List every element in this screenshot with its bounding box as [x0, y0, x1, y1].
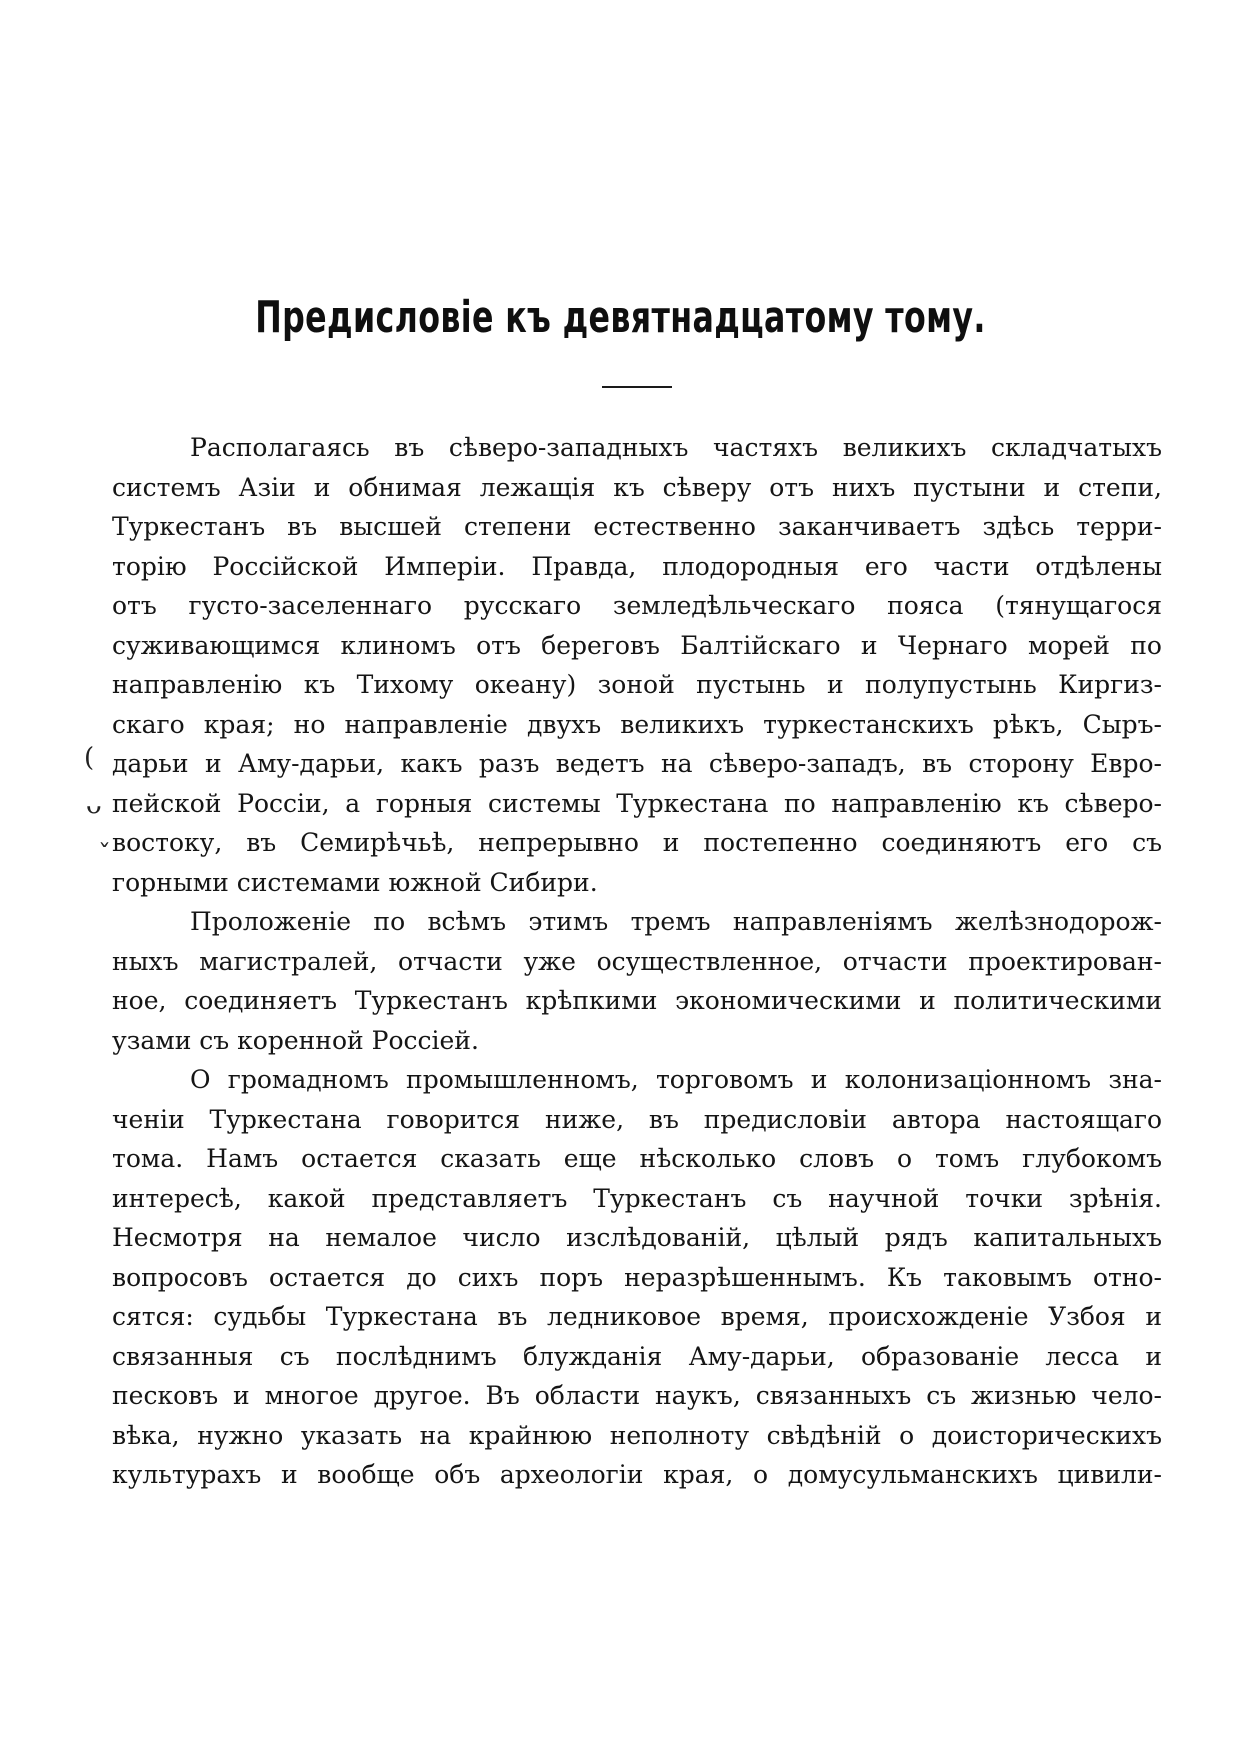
text-line: скаго края; но направленіе двухъ великихъ туркестанскихъ рѣкъ, Сыръ- [112, 709, 1162, 739]
text-line: Несмотря на немалое число изслѣдованій, цѣлый рядъ капитальныхъ [112, 1223, 1162, 1252]
text-line: ченіи Туркестана говорится ниже, въ предисловіи автора настоящаго [112, 1104, 1162, 1134]
text-line: песковъ и многое другое. Въ области наукъ, связанныхъ съ жизнью чело- [112, 1381, 1162, 1410]
body-text [112, 428, 1162, 1495]
page-title: Предисловіе къ девятнадцатому тому. [255, 292, 986, 343]
text-line: ныхъ магистралей, отчасти уже осуществленное, отчасти проектирован- [112, 946, 1162, 976]
text-line: культурахъ и вообще объ археологіи края, о домусульманскихъ цивили- [112, 1460, 1162, 1489]
text-line: Туркестанъ въ высшей степени естественно заканчиваетъ здѣсь терри- [112, 512, 1162, 541]
text-line: системъ Азіи и обнимая лежащія къ сѣверу отъ нихъ пустыни и степи, [112, 472, 1162, 502]
margin-pencil-mark: ( [84, 743, 95, 773]
text-line: интересѣ, какой представляетъ Туркестанъ съ научной точки зрѣнія. [112, 1183, 1162, 1213]
title-divider [602, 386, 672, 388]
text-line: востоку, въ Семирѣчьѣ, непрерывно и постепенно соединяютъ его съ [112, 828, 1162, 857]
text-line: Проложеніе по всѣмъ этимъ тремъ направленіямъ желѣзнодорож- [190, 907, 1162, 936]
text-line: суживающимся клиномъ отъ береговъ Балтійскаго и Чернаго морей по [112, 630, 1162, 660]
text-line: тома. Намъ остается сказать еще нѣсколько словъ о томъ глубокомъ [112, 1144, 1162, 1173]
text-line: связанныя съ послѣднимъ блужданія Аму-дарьи, образованіе лесса и [112, 1341, 1162, 1371]
text-line: узами съ коренной Россіей. [112, 1025, 479, 1055]
text-line: сятся: судьбы Туркестана въ ледниковое время, происхожденіе Узбоя и [112, 1302, 1162, 1331]
text-line: дарьи и Аму-дарьи, какъ разъ ведетъ на сѣверо-западъ, въ сторону Евро- [112, 749, 1162, 778]
text-line: отъ густо-заселеннаго русскаго земледѣльческаго пояса (тянущагося [112, 591, 1162, 620]
text-line: вопросовъ остается до сихъ поръ неразрѣшеннымъ. Къ таковымъ отно- [112, 1262, 1162, 1292]
text-line: ное, соединяетъ Туркестанъ крѣпкими экономическими и политическими [112, 986, 1162, 1015]
text-line: О громадномъ промышленномъ, торговомъ и колонизаціонномъ зна- [190, 1065, 1162, 1094]
text-line: Располагаясь въ сѣверо-западныхъ частяхъ великихъ складчатыхъ [190, 433, 1162, 462]
text-line: торію Россійской Имперіи. Правда, плодородныя его части отдѣлены [112, 551, 1162, 581]
margin-pencil-mark: ᴗ [86, 790, 102, 820]
text-line: пейской Россіи, а горныя системы Туркестана по направленію къ сѣверо- [112, 788, 1162, 818]
margin-pencil-mark: ˇ [98, 840, 111, 870]
text-line: направленію къ Тихому океану) зоной пустынь и полупустынь Киргиз- [112, 670, 1162, 699]
text-line: горными системами южной Сибири. [112, 867, 598, 897]
text-line: вѣка, нужно указать на крайнюю неполноту свѣдѣній о доисторическихъ [112, 1420, 1162, 1450]
